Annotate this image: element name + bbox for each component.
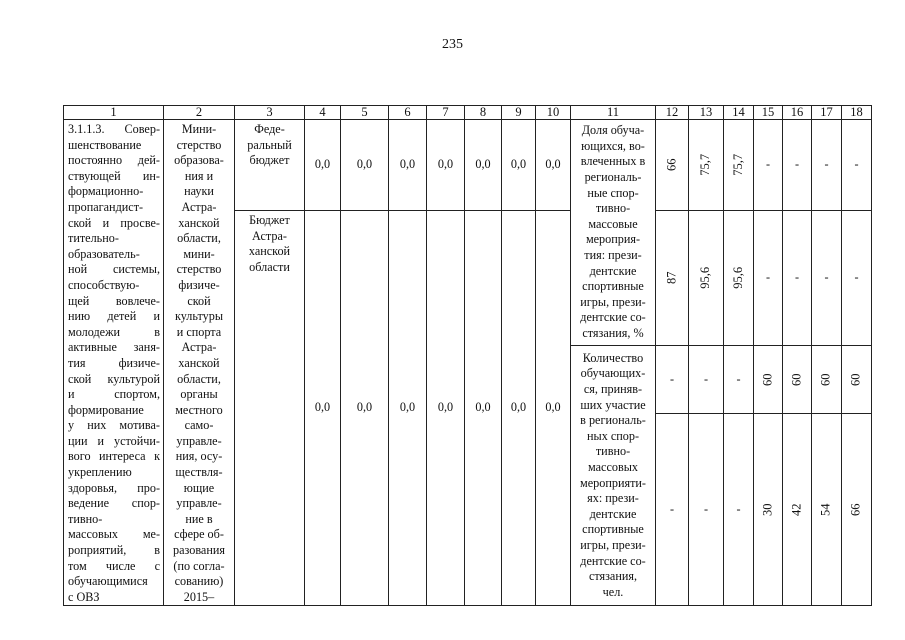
text-line: игры, прези- — [580, 538, 646, 552]
text-line: способствую- — [68, 277, 140, 292]
text-line: ханской — [178, 355, 220, 370]
text-line: тивно- — [595, 201, 631, 216]
col-header: 6 — [389, 106, 427, 120]
text-line: мини- — [183, 246, 215, 261]
text-line: постоянно дей- — [68, 153, 160, 168]
text-line: Мини- — [181, 122, 217, 136]
text-line: стерство — [176, 137, 222, 152]
indicator-value: - — [783, 211, 812, 346]
text-line: тительно- — [68, 231, 119, 246]
text-line: (по согла- — [173, 558, 225, 573]
value-cell: 0,0 — [465, 211, 502, 606]
value-cell: 0,0 — [341, 211, 389, 606]
indicator-value: 60 — [783, 345, 812, 414]
text-line: сованию) — [174, 574, 224, 589]
text-line: ской культурой — [68, 371, 160, 386]
text-line: области — [249, 259, 290, 274]
text-line: дентские — [589, 263, 637, 278]
text-line: Астра- — [181, 199, 217, 214]
text-line: здоровья, про- — [68, 480, 160, 495]
text-line: массовые — [588, 216, 638, 231]
text-line: спортивные — [582, 279, 644, 294]
text-line: тивно- — [595, 444, 631, 459]
indicator-value: - — [842, 211, 872, 346]
text-line: Количество — [582, 350, 644, 365]
text-line: мероприя- — [585, 232, 641, 247]
text-line: региональ- — [584, 170, 642, 185]
text-line: Астра- — [181, 340, 217, 355]
col-header: 15 — [754, 106, 783, 120]
indicator-2-cell — [571, 345, 656, 606]
col-header: 17 — [812, 106, 842, 120]
text-line: у них мотива- — [68, 418, 160, 433]
indicator-value: 60 — [754, 345, 783, 414]
indicator-value: 60 — [842, 345, 872, 414]
text-line: ших участие — [580, 397, 646, 412]
text-line: укреплению — [68, 465, 132, 480]
value-cell: 0,0 — [389, 211, 427, 606]
page-number: 235 — [442, 37, 463, 52]
text-line: ных спор- — [586, 428, 640, 443]
text-line: Доля обуча- — [581, 123, 645, 138]
text-line: стерство — [176, 262, 222, 277]
text-line: ведение спор- — [68, 496, 160, 511]
text-line: молодежи в — [68, 324, 160, 339]
text-line: в региональ- — [580, 413, 646, 428]
col-header: 11 — [571, 106, 656, 120]
indicator-1-cell — [571, 120, 656, 346]
text-line: массовых ме- — [68, 527, 160, 542]
col-header: 13 — [689, 106, 724, 120]
col-header: 10 — [536, 106, 571, 120]
text-line: 2015– — [183, 589, 215, 604]
text-line: бюджет — [249, 153, 290, 168]
indicator-value: 95,6 — [689, 211, 724, 346]
text-line: нию детей и — [68, 309, 160, 324]
text-line: формирование — [68, 402, 144, 417]
indicator-value: - — [689, 345, 724, 414]
indicator-value: - — [754, 120, 783, 211]
text-line: пропагандист- — [68, 199, 144, 214]
text-line: ные спор- — [587, 185, 639, 200]
text-line: управле- — [176, 433, 222, 448]
col-header: 9 — [502, 106, 536, 120]
text-line: дентские со- — [580, 310, 646, 325]
text-line: управле- — [176, 496, 222, 511]
text-line: ской — [187, 293, 211, 308]
text-line: ния и — [184, 168, 214, 183]
col-header: 5 — [341, 106, 389, 120]
text-line: спортивные — [582, 522, 644, 537]
indicator-value: - — [842, 120, 872, 211]
program-table — [63, 105, 872, 606]
value-cell: 0,0 — [502, 211, 536, 606]
value-cell: 0,0 — [389, 120, 427, 211]
col-header: 16 — [783, 106, 812, 120]
indicator-value: - — [783, 120, 812, 211]
text-line: ния, осу- — [175, 449, 223, 464]
text-line: ющихся, во- — [581, 138, 645, 153]
funding-source-regional — [235, 211, 305, 606]
col-header: 1 — [64, 106, 164, 120]
table-row — [64, 120, 872, 211]
col-header: 18 — [842, 106, 872, 120]
text-line: стязания, — [588, 569, 638, 584]
value-cell: 0,0 — [427, 211, 465, 606]
col-header: 12 — [656, 106, 689, 120]
indicator-value: 66 — [842, 414, 872, 606]
header-row — [64, 106, 872, 120]
indicator-value: - — [656, 414, 689, 606]
indicator-value: 87 — [656, 211, 689, 346]
text-line: и спорта — [176, 324, 222, 339]
indicator-value: - — [812, 211, 842, 346]
text-line: ской и просве- — [68, 215, 160, 230]
indicator-value: - — [724, 345, 754, 414]
text-line: обучающих- — [580, 366, 646, 381]
text-line: органы — [180, 387, 218, 402]
text-line: ющие — [183, 480, 215, 495]
text-line: сфере об- — [174, 527, 224, 542]
text-line: Бюджет — [249, 213, 290, 227]
text-line: местного — [175, 402, 223, 417]
col-header: 7 — [427, 106, 465, 120]
text-line: чел. — [602, 584, 624, 599]
text-line: вого интереса к — [68, 449, 160, 464]
text-line: ной системы, — [68, 262, 160, 277]
activity-name-cell — [64, 120, 164, 606]
text-line: щей вовлече- — [68, 293, 160, 308]
text-line: тия: прези- — [584, 248, 642, 263]
text-line: том числе с — [68, 558, 160, 573]
text-line: влеченных в — [580, 154, 646, 169]
text-line: дентские — [589, 506, 637, 521]
text-line: физиче- — [178, 277, 220, 292]
value-cell: 0,0 — [305, 211, 341, 606]
text-line: обучающимися — [68, 574, 148, 589]
text-line: 3.1.1.3. Совер- — [68, 122, 160, 136]
text-line: области, — [177, 231, 221, 246]
indicator-value: 75,7 — [724, 120, 754, 211]
indicator-value: - — [656, 345, 689, 414]
indicator-value: 42 — [783, 414, 812, 606]
text-line: массовых — [588, 460, 638, 475]
indicator-value: 95,6 — [724, 211, 754, 346]
text-line: ся, приняв- — [583, 382, 643, 397]
indicator-value: - — [754, 211, 783, 346]
col-header: 14 — [724, 106, 754, 120]
text-line: ствующей ин- — [68, 168, 160, 183]
text-line: стязания, % — [582, 325, 644, 340]
text-line: роприятий, в — [68, 543, 160, 558]
text-line: ние в — [185, 511, 213, 526]
text-line: формационно- — [68, 184, 144, 199]
text-line: мероприяти- — [580, 475, 646, 490]
text-line: образова- — [174, 153, 224, 168]
text-line: шенствование — [68, 137, 142, 152]
executor-cell — [164, 120, 235, 606]
text-line: само- — [184, 418, 214, 433]
text-line: игры, прези- — [580, 294, 646, 309]
indicator-value: - — [812, 120, 842, 211]
indicator-value: - — [689, 414, 724, 606]
text-line: ции и устойчи- — [68, 433, 160, 448]
text-line: разования — [173, 543, 225, 558]
col-header: 2 — [164, 106, 235, 120]
indicator-value: 30 — [754, 414, 783, 606]
value-cell: 0,0 — [536, 211, 571, 606]
text-line: тивно- — [68, 511, 103, 526]
value-cell: 0,0 — [305, 120, 341, 211]
text-line: области, — [177, 371, 221, 386]
text-line: образователь- — [68, 246, 140, 261]
text-line: активные заня- — [68, 340, 160, 355]
indicator-value: 54 — [812, 414, 842, 606]
text-line: тия физиче- — [68, 355, 160, 370]
text-line: ях: прези- — [587, 491, 639, 506]
value-cell: 0,0 — [536, 120, 571, 211]
indicator-value: 75,7 — [689, 120, 724, 211]
text-line: ществля- — [175, 465, 223, 480]
value-cell: 0,0 — [341, 120, 389, 211]
text-line: Астра- — [252, 228, 287, 243]
value-cell: 0,0 — [502, 120, 536, 211]
text-line: ханской — [178, 215, 220, 230]
text-line: дентские со- — [580, 553, 646, 568]
indicator-value: 66 — [656, 120, 689, 211]
text-line: ральный — [247, 137, 292, 152]
indicator-value: - — [724, 414, 754, 606]
value-cell: 0,0 — [465, 120, 502, 211]
funding-source-federal — [235, 120, 305, 211]
indicator-value: 60 — [812, 345, 842, 414]
text-line: ханской — [248, 244, 291, 259]
col-header: 8 — [465, 106, 502, 120]
text-line: Феде- — [254, 122, 285, 136]
col-header: 4 — [305, 106, 341, 120]
text-line: культуры — [174, 309, 224, 324]
text-line: и спортом, — [68, 387, 160, 402]
col-header: 3 — [235, 106, 305, 120]
value-cell: 0,0 — [427, 120, 465, 211]
text-line: с ОВЗ — [68, 589, 100, 604]
text-line: науки — [184, 184, 214, 199]
